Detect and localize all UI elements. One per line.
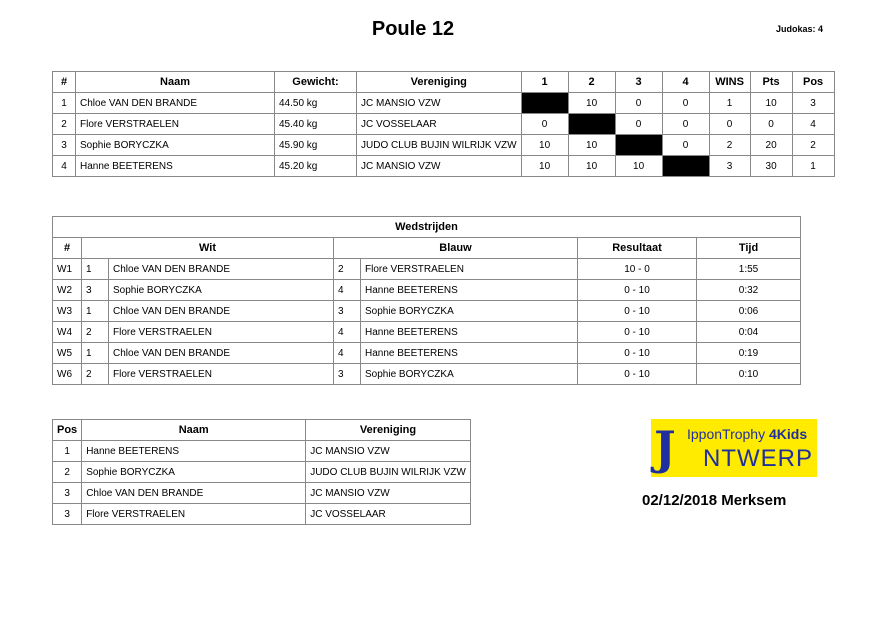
poule-cell: Flore VERSTRAELEN [76, 114, 275, 135]
match-row [53, 259, 801, 280]
match-cell: 1 [82, 259, 109, 280]
poule-row [53, 135, 835, 156]
poule-cell: JC MANSIO VZW [357, 93, 522, 114]
poule-cell: 10 [750, 93, 792, 114]
poule-header: WINS [709, 72, 750, 93]
match-cell: 2 [334, 259, 361, 280]
poule-cell: 2 [709, 135, 750, 156]
poule-cell: 10 [521, 135, 568, 156]
match-cell: 0:06 [697, 301, 801, 322]
match-cell: W5 [53, 343, 82, 364]
matches-header: Resultaat [578, 238, 697, 259]
match-row [53, 322, 801, 343]
match-cell: Flore VERSTRAELEN [109, 364, 334, 385]
match-cell: Chloe VAN DEN BRANDE [109, 259, 334, 280]
match-cell: 2 [82, 322, 109, 343]
poule-cell: 0 [750, 114, 792, 135]
match-cell: Flore VERSTRAELEN [109, 322, 334, 343]
ranking-header: Naam [82, 420, 306, 441]
poule-header: # [53, 72, 76, 93]
poule-header: Pts [750, 72, 792, 93]
match-cell: 0:10 [697, 364, 801, 385]
poule-cell: 0 [615, 93, 662, 114]
ranking-cell: JUDO CLUB BUJIN WILRIJK VZW [306, 462, 471, 483]
poule-cell: 45.90 kg [275, 135, 357, 156]
ippon-trophy-logo [651, 419, 817, 477]
match-cell: Chloe VAN DEN BRANDE [109, 343, 334, 364]
poule-cell: 3 [53, 135, 76, 156]
match-cell: 3 [334, 364, 361, 385]
match-row [53, 301, 801, 322]
poule-row [53, 156, 835, 177]
matches-header: # [53, 238, 82, 259]
logo-line1: IpponTrophy 4Kids [687, 426, 808, 442]
poule-cell: JC VOSSELAAR [357, 114, 522, 135]
ranking-cell: Sophie BORYCZKA [82, 462, 306, 483]
poule-row [53, 114, 835, 135]
poule-row [53, 93, 835, 114]
poule-header: Pos [792, 72, 834, 93]
poule-cell-blank [615, 135, 662, 156]
match-cell: 2 [82, 364, 109, 385]
poule-header: 1 [521, 72, 568, 93]
ranking-cell: Hanne BEETERENS [82, 441, 306, 462]
matches-header: Tijd [697, 238, 801, 259]
match-cell: 0 - 10 [578, 322, 697, 343]
match-cell: 3 [82, 280, 109, 301]
match-cell: 1 [82, 301, 109, 322]
ranking-cell: JC MANSIO VZW [306, 441, 471, 462]
match-cell: 10 - 0 [578, 259, 697, 280]
poule-cell: 3 [792, 93, 834, 114]
ranking-cell: JC VOSSELAAR [306, 504, 471, 525]
match-cell: W4 [53, 322, 82, 343]
poule-cell-blank [521, 93, 568, 114]
poule-table [52, 71, 835, 177]
ranking-row [53, 483, 471, 504]
poule-cell: 0 [615, 114, 662, 135]
ranking-header: Pos [53, 420, 82, 441]
ranking-table [52, 419, 471, 525]
match-cell: 0 - 10 [578, 343, 697, 364]
poule-cell: JC MANSIO VZW [357, 156, 522, 177]
poule-cell: 10 [615, 156, 662, 177]
match-cell: Chloe VAN DEN BRANDE [109, 301, 334, 322]
poule-cell: 45.40 kg [275, 114, 357, 135]
poule-cell: 10 [521, 156, 568, 177]
ranking-row [53, 441, 471, 462]
poule-cell: 1 [53, 93, 76, 114]
match-cell: Hanne BEETERENS [361, 343, 578, 364]
poule-cell: 10 [568, 135, 615, 156]
poule-cell-blank [662, 156, 709, 177]
poule-cell: 44.50 kg [275, 93, 357, 114]
poule-cell: JUDO CLUB BUJIN WILRIJK VZW [357, 135, 522, 156]
poule-header: Vereniging [357, 72, 522, 93]
poule-cell: 0 [709, 114, 750, 135]
poule-cell: Sophie BORYCZKA [76, 135, 275, 156]
match-cell: Sophie BORYCZKA [361, 364, 578, 385]
match-cell: 0 - 10 [578, 364, 697, 385]
ranking-row [53, 462, 471, 483]
poule-cell: 0 [662, 114, 709, 135]
match-cell: Flore VERSTRAELEN [361, 259, 578, 280]
ranking-header: Vereniging [306, 420, 471, 441]
match-cell: W6 [53, 364, 82, 385]
match-cell: 0:19 [697, 343, 801, 364]
ranking-cell: JC MANSIO VZW [306, 483, 471, 504]
matches-title: Wedstrijden [53, 217, 801, 238]
poule-cell: 4 [792, 114, 834, 135]
poule-cell: 10 [568, 156, 615, 177]
poule-cell: Chloe VAN DEN BRANDE [76, 93, 275, 114]
match-cell: 0 - 10 [578, 301, 697, 322]
match-cell: W2 [53, 280, 82, 301]
match-cell: 1:55 [697, 259, 801, 280]
match-cell: 1 [82, 343, 109, 364]
poule-header: Naam [76, 72, 275, 93]
poule-header: Gewicht: [275, 72, 357, 93]
ranking-cell: 1 [53, 441, 82, 462]
page-title: Poule 12 [371, 18, 455, 40]
poule-header: 2 [568, 72, 615, 93]
ranking-row [53, 504, 471, 525]
match-cell: 0:32 [697, 280, 801, 301]
poule-cell: 20 [750, 135, 792, 156]
match-cell: W1 [53, 259, 82, 280]
poule-cell: 4 [53, 156, 76, 177]
match-cell: W3 [53, 301, 82, 322]
ranking-cell: 2 [53, 462, 82, 483]
ranking-cell: 3 [53, 504, 82, 525]
match-row [53, 280, 801, 301]
poule-cell: 0 [662, 135, 709, 156]
match-cell: 0:04 [697, 322, 801, 343]
match-cell: Sophie BORYCZKA [361, 301, 578, 322]
poule-cell: 1 [792, 156, 834, 177]
matches-table [52, 216, 801, 385]
match-cell: Hanne BEETERENS [361, 280, 578, 301]
poule-cell: 0 [521, 114, 568, 135]
poule-cell: 2 [53, 114, 76, 135]
event-date: 02/12/2018 Merksem [642, 492, 787, 509]
ranking-cell: 3 [53, 483, 82, 504]
poule-cell: Hanne BEETERENS [76, 156, 275, 177]
poule-header: 3 [615, 72, 662, 93]
poule-cell: 30 [750, 156, 792, 177]
match-row [53, 364, 801, 385]
ranking-cell: Flore VERSTRAELEN [82, 504, 306, 525]
match-cell: 3 [334, 301, 361, 322]
ranking-cell: Chloe VAN DEN BRANDE [82, 483, 306, 504]
poule-cell: 2 [792, 135, 834, 156]
match-cell: 4 [334, 343, 361, 364]
matches-header: Wit [82, 238, 334, 259]
poule-cell: 10 [568, 93, 615, 114]
match-row [53, 343, 801, 364]
logo-mark: J [654, 421, 676, 475]
match-cell: Hanne BEETERENS [361, 322, 578, 343]
match-cell: 0 - 10 [578, 280, 697, 301]
poule-header: 4 [662, 72, 709, 93]
judokas-count: Judokas: 4 [775, 24, 823, 34]
match-cell: 4 [334, 280, 361, 301]
match-cell: Sophie BORYCZKA [109, 280, 334, 301]
poule-cell: 1 [709, 93, 750, 114]
match-cell: 4 [334, 322, 361, 343]
matches-header: Blauw [334, 238, 578, 259]
poule-cell: 45.20 kg [275, 156, 357, 177]
poule-cell: 3 [709, 156, 750, 177]
poule-cell: 0 [662, 93, 709, 114]
logo-line2: NTWERP [703, 445, 813, 472]
poule-cell-blank [568, 114, 615, 135]
